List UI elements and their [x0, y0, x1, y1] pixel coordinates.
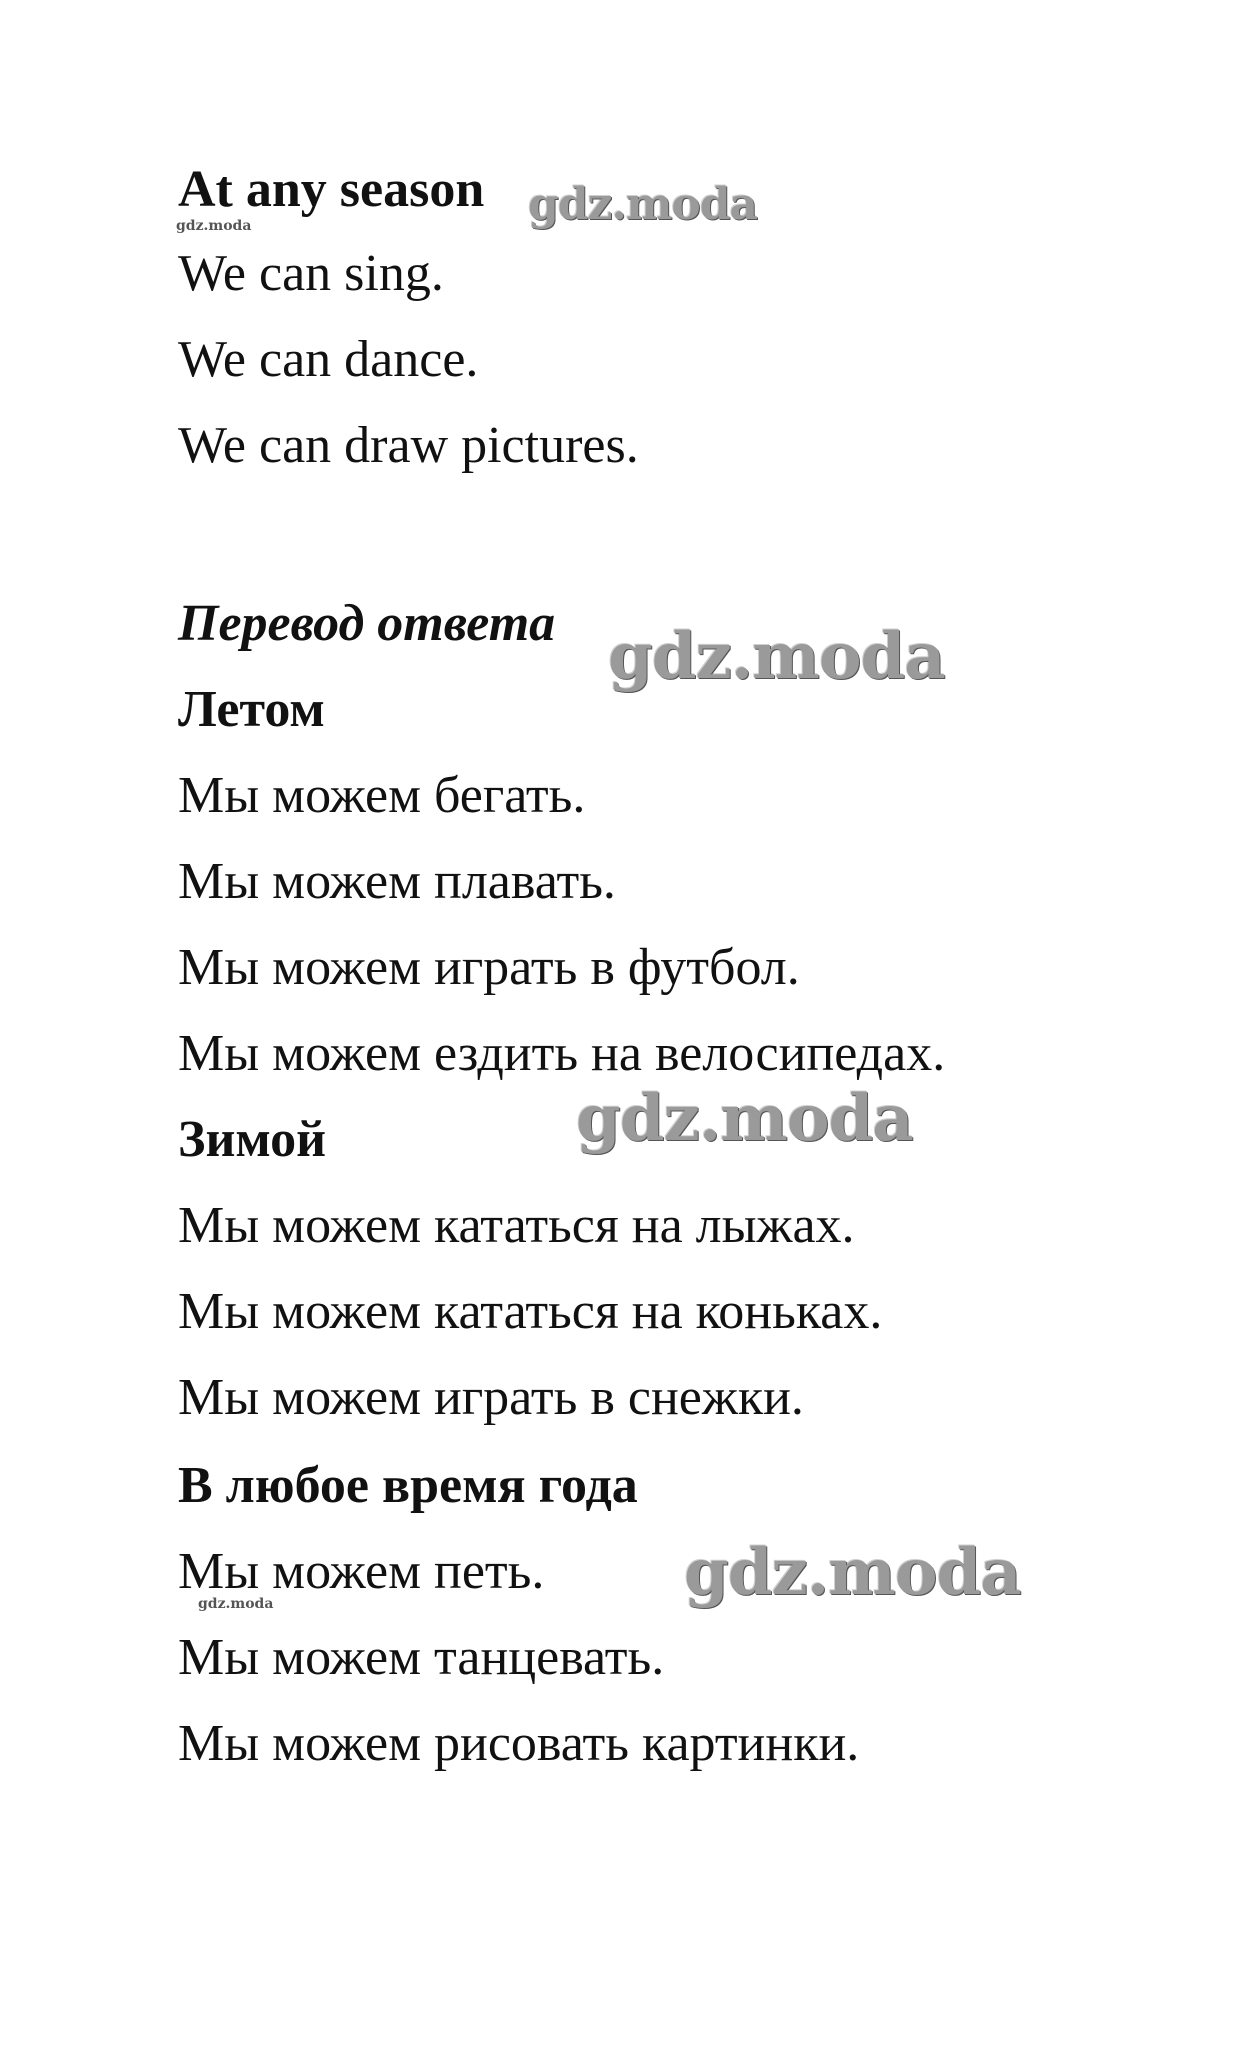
- watermark-logo: gdz.moda: [528, 179, 758, 230]
- summer-line-2: Мы можем плавать.: [178, 853, 616, 910]
- any-season-line-3: Мы можем рисовать картинки.: [178, 1715, 860, 1772]
- watermark-logo: gdz.moda: [576, 1081, 913, 1156]
- summer-heading: Летом: [178, 681, 325, 738]
- english-heading: At any season: [178, 161, 485, 218]
- winter-line-3: Мы можем играть в снежки.: [178, 1369, 804, 1426]
- winter-line-2: Мы можем кататься на коньках.: [178, 1283, 883, 1340]
- english-line-3: We can draw pictures.: [178, 417, 639, 474]
- summer-line-1: Мы можем бегать.: [178, 767, 586, 824]
- translation-title: Перевод ответа: [178, 595, 556, 652]
- english-line-2: We can dance.: [178, 331, 479, 388]
- english-line-1: We can sing.: [178, 245, 444, 302]
- any-season-line-1: Мы можем петь.: [178, 1543, 545, 1600]
- summer-line-3: Мы можем играть в футбол.: [178, 939, 800, 996]
- watermark-logo: gdz.moda: [608, 619, 945, 694]
- any-season-line-2: Мы можем танцевать.: [178, 1629, 665, 1686]
- winter-heading: Зимой: [178, 1111, 327, 1168]
- winter-line-1: Мы можем кататься на лыжах.: [178, 1197, 855, 1254]
- watermark-small: gdz.moda: [198, 1596, 274, 1612]
- watermark-small: gdz.moda: [176, 218, 252, 234]
- any-season-heading: В любое время года: [178, 1457, 638, 1514]
- watermark-logo: gdz.moda: [684, 1535, 1021, 1610]
- summer-line-4: Мы можем ездить на велосипедах.: [178, 1025, 946, 1082]
